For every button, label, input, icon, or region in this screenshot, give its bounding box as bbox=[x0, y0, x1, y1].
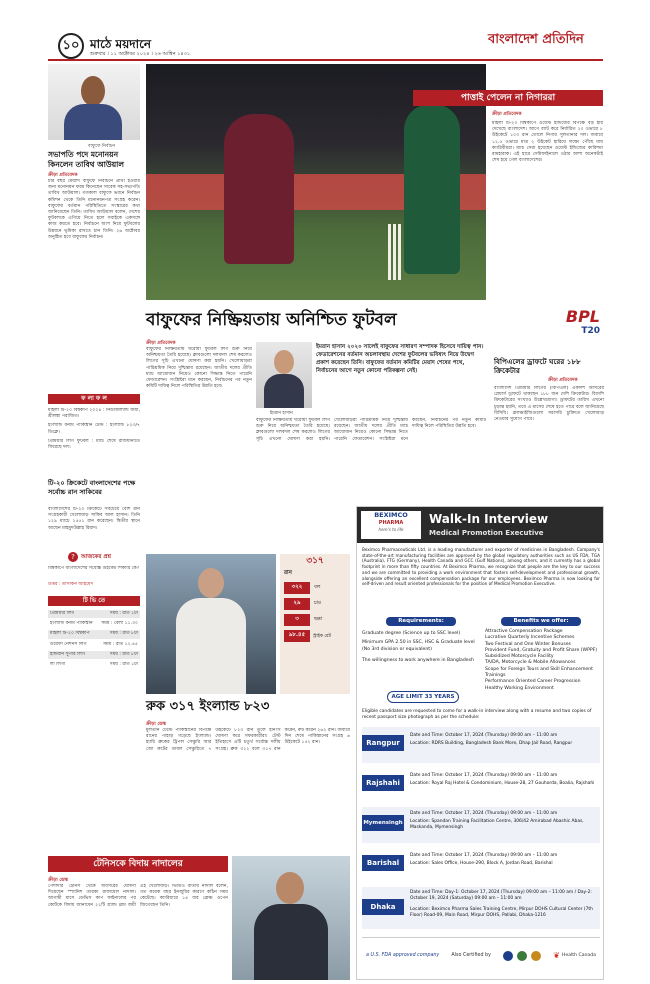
tv-title: টি ভি তে bbox=[48, 596, 140, 606]
location-name: Rajshahi bbox=[362, 775, 404, 791]
tv-program: ইন্ডিয়ান সুপার লিগ bbox=[50, 651, 85, 657]
brook-body bbox=[176, 598, 246, 694]
quiz-answer: উত্তর : তাসকিন আহমেদ bbox=[48, 582, 93, 587]
location-address: Location: Beximco Pharma Sales Training Centre, Mirpur DOHS Cultural Center (7th Floor) Road-09, Main Road, Mirpur DOHS, Pallabi, Dhaka-1216 bbox=[410, 907, 593, 918]
ad-brand-bottom: PHARMA bbox=[378, 520, 404, 526]
stat-value: ৩২২ bbox=[284, 582, 310, 594]
location-address: Location: RDRS Building, Bangladesh Bank More, Dhap Jail Road, Rangpur bbox=[410, 741, 573, 746]
brook-photo bbox=[146, 554, 276, 694]
location-row-barishal bbox=[362, 847, 600, 883]
cricket-byline: ক্রীড়া প্রতিবেদক bbox=[492, 112, 522, 117]
ad-footer bbox=[362, 937, 600, 973]
england-byline: ক্রীড়া ডেস্ক bbox=[146, 722, 166, 727]
benefits-title: Benefits we offer: bbox=[501, 617, 581, 626]
benefit-item: Healthy Working Environment bbox=[485, 685, 554, 691]
tv-row bbox=[48, 610, 140, 618]
ad-brand-top: BEXIMCO bbox=[374, 511, 408, 519]
cricket-banner-text: পাত্তাই পেলেন না নিগাররা bbox=[460, 93, 556, 103]
tv-program: মহিলা টি-২০ বিশ্বকাপ bbox=[50, 631, 90, 637]
bpl-logo-sub: T20 bbox=[581, 326, 600, 336]
quiz-question: বিশ্বকাপে বাংলাদেশের সর্বোচ্চ উইকেট শিকারি কে? bbox=[48, 566, 140, 571]
requirement-item: Graduate degree (Science up to SSC level) bbox=[362, 631, 461, 636]
bpl-byline: ক্রীড়া প্রতিবেদক bbox=[548, 378, 578, 383]
portrait-body bbox=[64, 104, 122, 140]
stumps bbox=[388, 224, 402, 280]
nadal-body bbox=[48, 884, 228, 980]
tv-table bbox=[48, 610, 140, 669]
imran-head bbox=[274, 350, 294, 374]
benefit-item: Performance Oriented Career Progression bbox=[485, 679, 581, 685]
schedule-item: মহিলা টি-২০ বিশ্বকাপ ২০২৪ : নিউজিল্যান্ড জয়ী, শ্রীলঙ্কা পরাজিত। bbox=[48, 408, 140, 420]
benefit-item: Scope for Foreign Tours and Skill Enhancement Trainings bbox=[485, 666, 593, 679]
location-name: Rangpur bbox=[362, 735, 404, 751]
location-address: Location: Royal Raj Hotel & Condominium, House-28, 27 Gouhorda, Boalia, Rajshahi bbox=[410, 781, 595, 786]
page-number: ১০ bbox=[58, 33, 84, 59]
left-column bbox=[48, 64, 140, 984]
stat-value: রান bbox=[284, 570, 292, 576]
left-byline: ক্রীড়া প্রতিবেদক bbox=[48, 173, 78, 178]
nadal-body-text: পেশাদার টেনিস থেকে অবসরের ঘোষণা দিয়েছেন স্প্যানিশ তারকা রাফায়েল নাদাল। আগামী মাসে ডেভিস কাপ ফাইনালের পর কোর্টকে বিদায় জানাবেন ২২টি গ্র্যান্ড স্লাম জয়ী এই খেলোয়াড়। ভিডিও বার্তায় নাদাল বলেন, গত কয়েক বছর ইনজুরির কারণে কঠিন সময় কেটেছে। ক্যারিয়ারে ১৪ বার ফ্রেঞ্চ ওপেন জিতেছেন তিনি। bbox=[48, 884, 228, 908]
stat-row bbox=[284, 598, 346, 610]
location-name: Dhaka bbox=[362, 899, 404, 915]
schedule-title: ফ লা ফ ল bbox=[48, 394, 140, 404]
england-body-text: মুলতান টেস্টে পাকিস্তানের বিপক্ষে রানের পাহাড় গড়েছে ইংল্যান্ড। হ্যারি ব্রুকের ট্রিপল সেঞ্চুরি আর জো রুটের ডাবল সেঞ্চুরিতে ৭ উইকেটে ৮২৩ রান তুলে ইনিংস ঘোষণা করে সফরকারীরা। টেস্ট ইতিহাসে এটি চতুর্থ সর্বোচ্চ দলীয় সংগ্রহ। ব্রুক ৩২২ বলে ৩১৭ রান করেন, রুট করেন ২৬২ রান। জবাবে দিন শেষে পাকিস্তানের সংগ্রহ ৬ উইকেটে ১৫২ রান। bbox=[146, 728, 350, 752]
benefit-item: Attractive Compensation Package bbox=[485, 629, 563, 634]
brook-stats-box bbox=[280, 554, 350, 694]
stat-row bbox=[284, 570, 346, 578]
location-row-rangpur bbox=[362, 727, 600, 763]
keeper-figure bbox=[404, 104, 460, 274]
benefit-item: TA/DA, Motorcycle & Mobile Allowances bbox=[485, 660, 576, 666]
tv-time: সময় : রাত ১টা bbox=[109, 611, 138, 616]
cert-badge-icon bbox=[517, 951, 527, 961]
header-rule bbox=[48, 59, 603, 61]
location-row-mymensingh bbox=[362, 807, 600, 843]
location-name: Barishal bbox=[362, 855, 404, 871]
nadal-photo bbox=[232, 856, 350, 980]
nadal-body-shape bbox=[254, 904, 328, 980]
location-address: Location: Spandan Training Facilitation Centre, 306/42 Amirabad Abashic Abas, Maskanda, Mymensingh bbox=[410, 819, 584, 830]
ad-eligibility: Eligible candidates are requested to come for a walk-in interview along with a resume and two copies of recent passport size photograph as per the schedule: bbox=[362, 709, 592, 720]
location-row-dhaka bbox=[362, 887, 600, 929]
tv-row bbox=[48, 651, 140, 659]
nadal-byline: ক্রীড়া ডেস্ক bbox=[48, 878, 68, 883]
requirements-box bbox=[362, 617, 480, 701]
photo-caption: বাফুফে নির্বাচন bbox=[88, 144, 116, 149]
location-name: Mymensingh bbox=[362, 815, 404, 831]
page-date: শুক্রবার । ১১ অক্টোবর ২০২৪ । ২৬ আশ্বিন ১৪৩১ bbox=[90, 51, 191, 57]
football-byline: ক্রীড়া প্রতিবেদক bbox=[146, 341, 176, 346]
imran-caption: ইমরান হাসান bbox=[270, 411, 293, 416]
tv-row bbox=[48, 661, 140, 669]
stat-label: বল bbox=[314, 584, 321, 590]
stats-title: ৩১৭ bbox=[306, 556, 324, 566]
tv-row bbox=[48, 630, 140, 638]
stat-value: ২৯ bbox=[284, 598, 310, 610]
stat-row bbox=[284, 614, 346, 626]
location-row-rajshahi bbox=[362, 767, 600, 803]
tv-time: সময় : রাত ৮টা bbox=[109, 631, 138, 637]
schedule-item: প্রিমিয়ার লিগ ফুটবল : ম্যাচ শেষে রাজধানীতে ফিরেছে দল। bbox=[48, 438, 140, 451]
tv-time: সময় : রাত ১২.৪৫ bbox=[103, 641, 138, 647]
stat-label: ছক্কা bbox=[314, 616, 323, 622]
football-lead: ইমরান হাসান ২০২০ সালেই বাফুফের সাধারণ সম্পাদক হিসেবে দায়িত্ব পান। ফেডারেশনের বর্তমান অচলাবস্থায় দেশের ফুটবলের ভবিষ্যৎ নিয়ে উদ্বেগ প্রকাশ করেছেন তিনি। বাফুফের বর্তমান কমিটির মেয়াদ শেষের পথে, নির্বাচনের আগে নতুন কোনো পরিকল্পনা নেই। bbox=[316, 344, 484, 374]
location-date: Date and Time: Day-1: October 17, 2024 (Thursday) 09:00 am – 11:00 am / Day-2: October 19, 2024 (Saturday) 09:00 am – 11:00 am bbox=[410, 890, 592, 901]
nadal-head bbox=[276, 872, 304, 904]
masthead bbox=[0, 0, 650, 60]
location-date: Date and Time: October 17, 2024 (Thursday) 09:00 am – 11:00 am bbox=[410, 733, 558, 738]
location-date: Date and Time: October 17, 2024 (Thursday) 09:00 am – 11:00 am bbox=[410, 853, 558, 858]
tv-row bbox=[48, 620, 140, 628]
ad-tagline: here's to life bbox=[378, 527, 404, 532]
benefit-item: Subsidized Motorcycle Facility bbox=[485, 654, 554, 660]
quiz-title: আজকের প্রশ্ন bbox=[81, 554, 111, 560]
schedule-item: ইংল্যান্ড বনাম পাকিস্তান টেস্ট : ইংল্যান্ড ৮২৩/৭ ডিক্লে। bbox=[48, 423, 140, 435]
t20-headline: টি-২০ ক্রিকেটে বাংলাদেশের পক্ষে সর্বোচ্চ রান সাকিবের bbox=[48, 479, 136, 496]
stat-label: চার bbox=[314, 600, 321, 606]
ad-intro: Beximco Pharmaceuticals Ltd. is a leading manufacturer and exporter of medicines in Bangladesh. Company's state-of-the-art manufacturing facilities are approved by the global regulatory authorities such as US FDA, TGA (Australia), FTG (Germany), Health Canada and GCC (Gulf Nations), among others, and it currently has a global footprint in more than fifty countries. At Beximco Pharma, we recognize that people are the key to our success and we are committed to providing a work environment that fosters self-development and professional growth, alongside offering an excellent compensation package for our employees. Beximco Pharma is now looking for self-driven and result oriented professionals for the position of Medical Promotion Executive. bbox=[362, 547, 600, 587]
tv-program: লা লিগা bbox=[50, 662, 66, 668]
location-address: Location: Sales Office, House-290, Block A, Jordan Road, Barishal bbox=[410, 861, 553, 866]
benefit-item: Provident Fund, Gratuity and Profit Share (WPPF) bbox=[485, 647, 598, 653]
left-body: চার বছর মেয়াদি বাফুফে নির্বাচনে প্রার্থী হওয়ার জন্য মনোনয়ন ফরম কিনেছেন সাবেক সহ-সভাপতি তাবিথ আউয়াল। গতকাল বাফুফে ভবনে নির্বাচন কমিশন থেকে তিনি মনোনয়নপত্র সংগ্রহ করেন। বাফুফের বর্তমান পরিস্থিতিতে সংস্কারের কথা জানিয়েছেন তিনি। তাবিথ আউয়াল বলেন, দেশের ফুটবলকে এগিয়ে নিতে হলে সবাইকে একসঙ্গে কাজ করতে হবে। নির্বাচনে অংশ নিয়ে ফুটবলের উন্নয়নে ভূমিকা রাখতে চান তিনি। ২৬ অক্টোবর অনুষ্ঠিত হবে বাফুফের নির্বাচন। bbox=[48, 179, 140, 240]
requirement-item: The willingness to work anywhere in Bangladesh bbox=[362, 658, 474, 663]
maple-leaf-icon: ❦ bbox=[553, 951, 560, 960]
nadal-headline-bar bbox=[48, 856, 228, 872]
tabith-photo bbox=[48, 64, 140, 140]
health-canada-text: Health Canada bbox=[561, 953, 596, 958]
requirement-item: Minimum GPA 2.50 in SSC, HSC & Graduate level (No 3rd division or equivalent) bbox=[362, 640, 475, 652]
beximco-ad bbox=[356, 506, 604, 980]
cricket-body: মহিলা টি-২০ বিশ্বকাপে ওয়েস্ট ইন্ডিজের বিপক্ষে বড় হার দেখেছে বাংলাদেশ। আগে ব্যাট করে নির্ধারিত ২০ ওভারে ৮ উইকেটে ১০৩ রান তোলে নিগার সুলতানার দল। জবাবে ১২.৫ ওভারে মাত্র ২ উইকেট হারিয়ে লক্ষ্যে পৌঁছে যায় ক্যারিবীয়রা। ম্যাচ সেরা হয়েছেন ওয়েস্ট ইন্ডিজের কারিশমা রামহারাক। এই হারে সেমিফাইনালে ওঠার আশা অনেকটাই শেষ হয়ে গেল বাংলাদেশের। bbox=[492, 121, 603, 164]
imran-portrait bbox=[256, 342, 312, 408]
england-headline: রুক ৩১৭ ইংল্যান্ড ৮২৩ bbox=[146, 699, 270, 714]
portrait-head bbox=[81, 76, 105, 106]
age-limit-badge: AGE LIMIT 33 YEARS bbox=[387, 691, 459, 703]
football-headline: বাফুফের নিষ্ক্রিয়তায় অনিশ্চিত ফুটবল bbox=[146, 310, 397, 330]
left-headline: সভাপতি পদে মনোনয়ন কিনলেন তাবিথ আউয়াল bbox=[48, 150, 124, 169]
requirements-title: Requirements: bbox=[386, 617, 456, 626]
benefit-item: Two Festival and One Winter Bonuses bbox=[485, 641, 571, 647]
tv-row bbox=[48, 641, 140, 649]
brook-head bbox=[198, 568, 224, 598]
tv-time: সময় : রাত ৮টা bbox=[109, 651, 138, 657]
nadal-headline: টেনিসকে বিদায় নাদালের bbox=[93, 859, 183, 869]
ad-title: Walk-In Interview bbox=[429, 512, 549, 526]
ad-logo-box bbox=[361, 511, 421, 539]
ad-subtitle: Medical Promotion Executive bbox=[429, 529, 544, 537]
bpl-logo bbox=[500, 308, 600, 352]
stat-row bbox=[284, 582, 346, 594]
stat-label: স্ট্রাইক রেট bbox=[313, 633, 331, 639]
tv-time: সময় : রাত ১টা bbox=[109, 662, 138, 668]
cricket-story bbox=[492, 110, 603, 300]
fda-text: a U.S. FDA approved company bbox=[366, 953, 440, 958]
tv-time: সময় : বেলা ১১.৩০ bbox=[101, 621, 138, 627]
england-body bbox=[146, 728, 350, 850]
stat-value: ৩ bbox=[284, 614, 310, 626]
bpl-body: বাংলাদেশ প্রিমিয়ার লিগের (বিপিএল) একাদশ আসরের প্লেয়ার্স ড্রাফটে থাকছেন ১৮৮ জন দেশি ক্রিকেটার। বিদেশি ক্রিকেটারের সংখ্যাও উল্লেখযোগ্য। ড্রাফটের তারিখ এখনো চূড়ান্ত হয়নি, তবে এ মাসের শেষে হতে পারে বলে জানিয়েছে বিসিবি। ফ্র্যাঞ্চাইজিগুলো সরাসরি চুক্তিতে খেলোয়াড় নেওয়ার সুযোগ পাবে। bbox=[494, 386, 604, 423]
schedule-list bbox=[48, 408, 140, 451]
tv-program: প্রিমিয়ার লিগ bbox=[50, 611, 75, 616]
stat-value: ৯৮.৪৫ bbox=[284, 630, 310, 642]
imran-body bbox=[264, 374, 304, 408]
benefit-item: Lucrative Quarterly Incentive Schemes bbox=[485, 635, 575, 641]
stat-row bbox=[284, 630, 346, 642]
cert-badge-icon bbox=[503, 951, 513, 961]
batter-figure bbox=[224, 114, 294, 264]
cricket-banner bbox=[413, 90, 603, 106]
t20-body: বাংলাদেশের টি-২০ ক্রিকেটে সবচেয়ে বেশি রান সংগ্রহকারী খেলোয়াড় সাকিব আল হাসান। তিনি ১২৯ ম্যাচে ২৫৫১ রান করেছেন। দ্বিতীয় স্থানে আছেন মাহমুদউল্লাহ রিয়াদ। bbox=[48, 507, 140, 531]
quiz-icon: ? bbox=[68, 552, 78, 562]
location-date: Date and Time: October 17, 2024 (Thursday) 09:00 am – 11:00 am bbox=[410, 773, 558, 778]
health-canada bbox=[553, 951, 596, 960]
bpl-headline: বিপিএলের ড্রাফটে ঘরের ১৮৮ ক্রিকেটার bbox=[494, 357, 581, 375]
tv-program: ইংল্যান্ড বনাম পাকিস্তান bbox=[50, 621, 93, 627]
cert-logos bbox=[503, 951, 541, 961]
location-date: Date and Time: October 17, 2024 (Thursday) 09:00 am – 11:00 am bbox=[410, 811, 558, 816]
football-body-text: বাফুফের নিষ্ক্রিয়তায় ঘরোয়া ফুটবল লিগ শুরু নিয়ে অনিশ্চয়তা তৈরি হয়েছে। ক্লাবগুলো দলবদল শেষ করলেও লিগের সূচি এখনো ঘোষণা করা হয়নি। খেলোয়াড়রা পারিশ্রমিক নিয়ে দুশ্চিন্তায় রয়েছেন। জাতীয় দলের প্রীতি ম্যাচ আয়োজন নিয়েও কোনো সিদ্ধান্ত নিতে পারেনি ফেডারেশন। সংশ্লিষ্টরা মনে করছেন, নির্বাচনের পর নতুন কমিটি দায়িত্ব নিলে পরিস্থিতির উন্নতি হবে। bbox=[256, 418, 486, 442]
certified-text: Also Certified by bbox=[451, 953, 491, 958]
football-body: বাফুফের নিষ্ক্রিয়তায় ঘরোয়া ফুটবল লিগ শুরু নিয়ে অনিশ্চয়তা তৈরি হয়েছে। ক্লাবগুলো দলবদল শেষ করলেও লিগের সূচি এখনো ঘোষণা করা হয়নি। খেলোয়াড়রা পারিশ্রমিক নিয়ে দুশ্চিন্তায় রয়েছেন। জাতীয় দলের প্রীতি ম্যাচ আয়োজন নিয়েও কোনো সিদ্ধান্ত নিতে পারেনি ফেডারেশন। সংশ্লিষ্টরা মনে করছেন, নির্বাচনের পর নতুন কমিটি দায়িত্ব নিলে পরিস্থিতির উন্নতি হবে। bbox=[146, 347, 252, 390]
newspaper-logo bbox=[488, 30, 603, 54]
cert-badge-icon bbox=[531, 951, 541, 961]
benefits-box bbox=[485, 617, 599, 705]
tv-program: উয়েফা নেশনস লিগ bbox=[50, 641, 87, 647]
bpl-logo-text: BPL bbox=[565, 307, 600, 326]
logo-text: বাংলাদেশ প্রতিদিন bbox=[488, 32, 584, 47]
section-title: মাঠে ময়দানে bbox=[90, 37, 152, 51]
